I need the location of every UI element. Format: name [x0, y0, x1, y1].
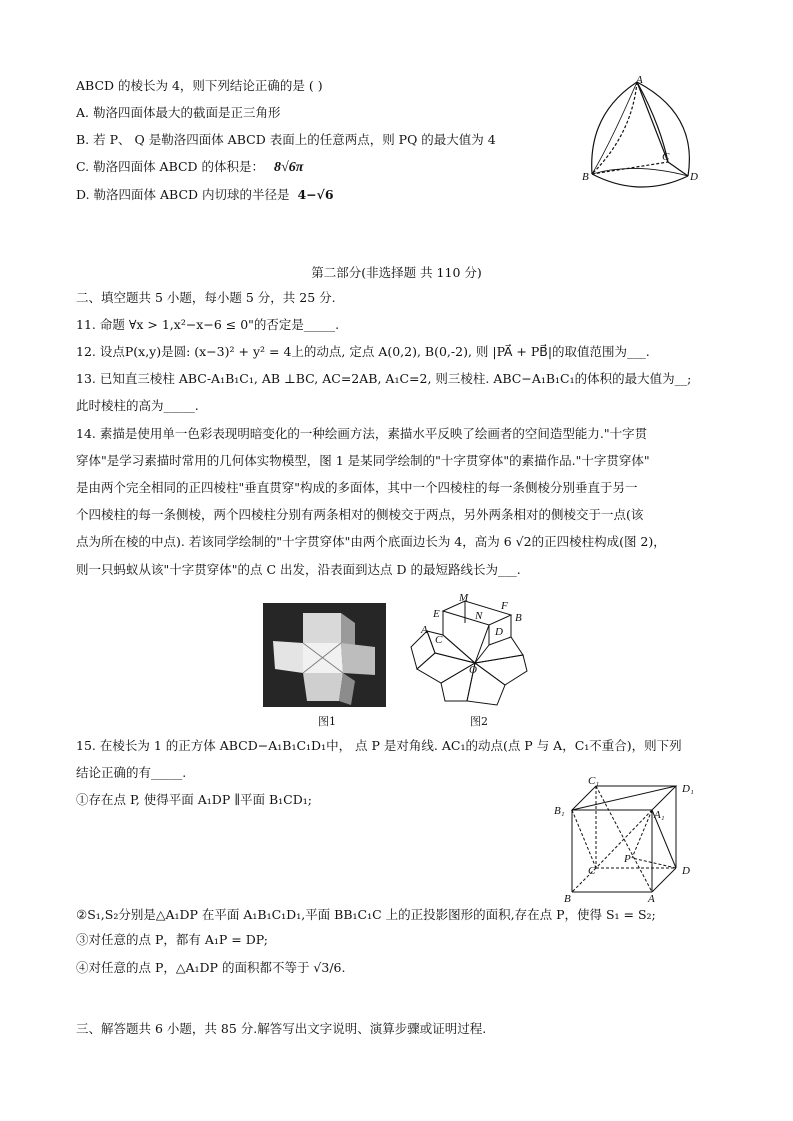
- q11-text: 11. 命题 ∀x > 1,x²−x−6 ≤ 0"的否定是_____.: [76, 317, 340, 332]
- fig-label: D: [682, 865, 690, 877]
- fig-label: D: [495, 626, 503, 638]
- fig-label: B: [564, 893, 571, 904]
- q12-text: 12. 设点P(x,y)是圆: (x−3)² + y² = 4上的动点, 定点 A(0,2), B(0,-2), 则 |PA⃗ + PB⃗|的取值范围为___.: [76, 344, 650, 359]
- part2-title: 第二部分(非选择题 共 110 分): [311, 265, 482, 280]
- figure1-caption: 图1: [318, 715, 336, 728]
- fig-label: N: [475, 610, 483, 622]
- q10-option-d: [76, 186, 334, 204]
- q10-option-a: A. 勒洛四面体最大的截面是正三角形: [76, 105, 281, 120]
- cross-prism-figure2: [405, 593, 535, 711]
- sketch-photo-figure1: [263, 603, 386, 707]
- q13-line2: 此时棱柱的高为_____.: [76, 398, 199, 413]
- fig-label: B₁: [554, 805, 565, 817]
- q10-option-c-formula: 8√6π: [274, 160, 304, 175]
- fig-label: D₁: [682, 783, 694, 795]
- fig-label: M: [459, 593, 469, 604]
- fig-label: A: [648, 893, 655, 904]
- q14-line: 穿体"是学习素描时常用的几何体实物模型，图 1 是某同学绘制的"十字贯穿体"的素描作品."十字贯穿体": [76, 453, 650, 468]
- fig-label: A: [636, 74, 643, 86]
- part3-section-header: 三、解答题共 6 小题，共 85 分.解答写出文字说明、演算步骤或证明过程.: [76, 1021, 487, 1036]
- q10-option-c: [76, 158, 303, 177]
- fig-label: B: [582, 171, 589, 183]
- cube-figure: [552, 772, 712, 904]
- fig-label: C: [435, 634, 443, 646]
- q10-option-c-text: C. 勒洛四面体 ABCD 的体积是：: [76, 159, 265, 174]
- figure2-caption: 图2: [470, 715, 488, 728]
- fig-label: B: [515, 612, 522, 624]
- q14-line: 点为所在棱的中点). 若该同学绘制的"十字贯穿体"由两个底面边长为 4，高为 6 √2的正四棱柱构成(图 2)，: [76, 534, 666, 549]
- fig-label: A₁: [654, 809, 665, 821]
- q15-item: ①存在点 P, 使得平面 A₁DP ∥平面 B₁CD₁;: [76, 792, 312, 807]
- q15-item: ④对任意的点 P，△A₁DP 的面积都不等于 √3/6.: [76, 960, 346, 975]
- part2-section-header: 二、填空题共 5 小题，每小题 5 分，共 25 分.: [76, 290, 336, 305]
- q15-line1: 15. 在棱长为 1 的正方体 ABCD−A₁B₁C₁D₁中， 点 P 是对角线. AC₁的动点(点 P 与 A，C₁不重合)，则下列: [76, 738, 682, 753]
- q10-option-d-text: D. 勒洛四面体 ABCD 内切球的半径是: [76, 187, 290, 202]
- fig-label: P: [624, 853, 631, 865]
- fig-label: C₁: [588, 775, 600, 787]
- q10-option-b: B. 若 P、 Q 是勒洛四面体 ABCD 表面上的任意两点，则 PQ 的最大值为 4: [76, 132, 496, 147]
- fig-label: C: [588, 865, 596, 877]
- q14-line: 个四棱柱的每一条侧棱，两个四棱柱分别有两条相对的侧棱交于两点，另外两条相对的侧棱交于一点(该: [76, 507, 644, 522]
- fig-label: O: [469, 664, 477, 676]
- q14-line: 是由两个完全相同的正四棱柱"垂直贯穿"构成的多面体，其中一个四棱柱的每一条侧棱分别垂直于另一: [76, 480, 638, 495]
- q10-option-d-formula: 4−√6: [297, 187, 334, 202]
- reuleaux-tetrahedron-figure: [580, 74, 710, 190]
- fig-label: E: [433, 608, 440, 620]
- q15-item: ②S₁,S₂分别是△A₁DP 在平面 A₁B₁C₁D₁,平面 BB₁C₁C 上的正投影图形的面积,存在点 P，使得 S₁ = S₂;: [76, 907, 656, 922]
- fig-label: A: [421, 624, 428, 636]
- fig-label: C: [662, 151, 670, 163]
- q14-line: 14. 素描是使用单一色彩表现明暗变化的一种绘画方法，素描水平反映了绘画者的空间造型能力."十字贯: [76, 426, 648, 441]
- q14-line: 则一只蚂蚁从该"十字贯穿体"的点 C 出发，沿表面到达点 D 的最短路线长为___.: [76, 562, 521, 577]
- q13-line1: 13. 已知直三棱柱 ABC-A₁B₁C₁, AB ⊥BC, AC=2AB, A₁C=2, 则三棱柱. ABC−A₁B₁C₁的体积的最大值为__;: [76, 371, 692, 386]
- fig-label: D: [690, 171, 698, 183]
- fig-label: F: [501, 600, 508, 612]
- q15-item: ③对任意的点 P，都有 A₁P = DP;: [76, 932, 268, 947]
- q10-stem: ABCD 的棱长为 4，则下列结论正确的是 ( ): [76, 78, 323, 93]
- q15-line2: 结论正确的有_____.: [76, 765, 187, 780]
